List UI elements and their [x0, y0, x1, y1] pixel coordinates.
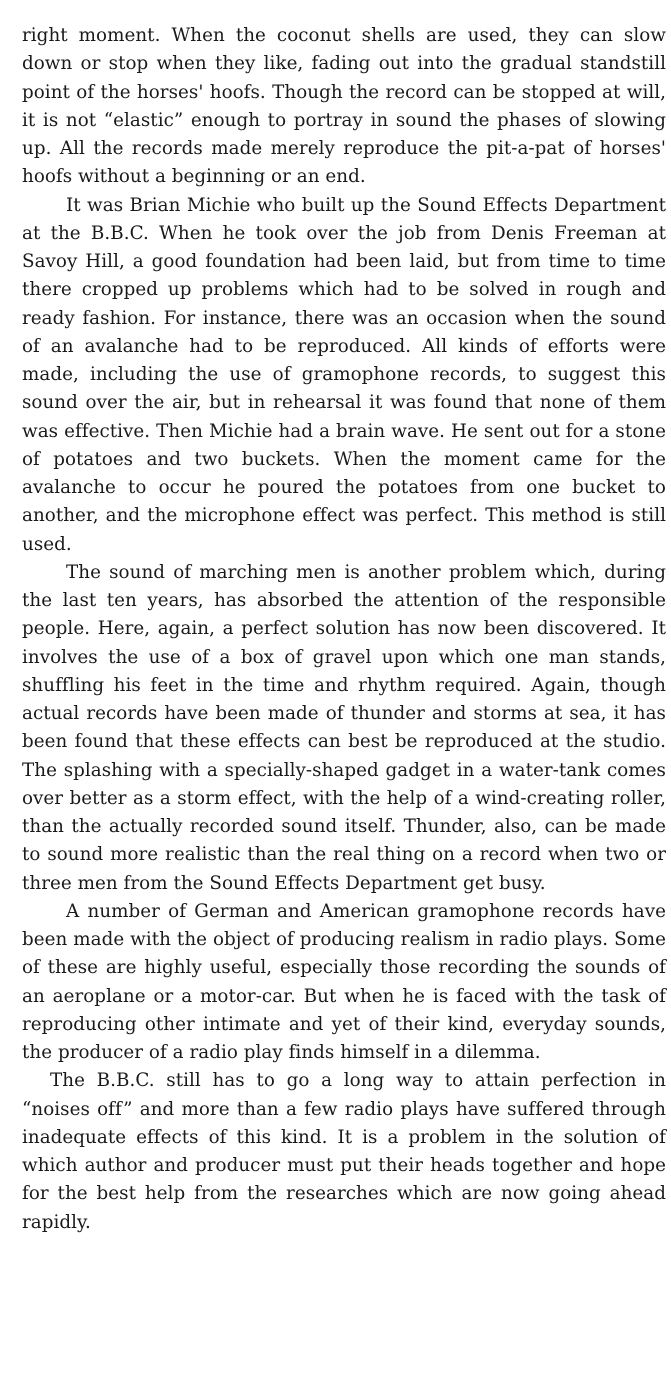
- paragraph-marching-men: The sound of marching men is another problem which, during the last ten years, has absorbed the attention of the responsible people. Here, again, a perfect solution has now been discovered. It involves the use of a box of gravel upon which one man stands, shuffling his feet in the time and rhythm required. Again, though actual records have been made of thunder and storms at sea, it has been found that these effects can best be reproduced at the studio. The splashing with a specially-shaped gadget in a water-tank comes over better as a storm effect, with the help of a wind-creating roller, than the actually recorded sound itself. Thunder, also, can be made to sound more realistic than the real thing on a record when two or three men from the Sound Effects Department get busy.: [22, 561, 666, 894]
- paragraph-noises-off: The B.B.C. still has to go a long way to attain perfection in “noises off” and more than a few radio plays have suffered through inadequate effects of this kind. It is a problem in the solution of which author and producer must put their heads together and hope for the best help from the researches which are now going ahead rapidly.: [22, 1070, 666, 1233]
- paragraph-coconut-shells: right moment. When the coconut shells are used, they can slow down or stop when they like, fading out into the gradual standstill point of the horses' hoofs. Though the record can be stopped at will, it is not “elastic” enough to portray in sound the phases of slowing up. All the records made merely reproduce the pit-a-pat of horses' hoofs without a beginning or an end.: [22, 25, 666, 188]
- paragraph-gramophone-records: A number of German and American gramophone records have been made with the object of producing realism in radio plays. Some of these are highly useful, especially those recording the sounds of an aeroplane or a motor-car. But when he is faced with the task of reproducing other intimate and yet of their kind, everyday sounds, the producer of a radio play finds himself in a dilemma.: [22, 900, 666, 1063]
- paragraph-brian-michie: It was Brian Michie who built up the Sound Effects Department at the B.B.C. When he took over the job from Denis Freeman at Savoy Hill, a good foundation had been laid, but from time to time there cropped up problems which had to be solved in rough and ready fashion. For instance, there was an occasion when the sound of an avalanche had to be reproduced. All kinds of efforts were made, including the use of gramophone records, to suggest this sound over the air, but in rehearsal it was found that none of them was effective. Then Michie had a brain wave. He sent out for a stone of potatoes and two buckets. When the moment came for the avalanche to occur he poured the potatoes from one bucket to another, and the microphone effect was perfect. This method is still used.: [22, 194, 666, 555]
- document-page: [22, 22, 666, 1237]
